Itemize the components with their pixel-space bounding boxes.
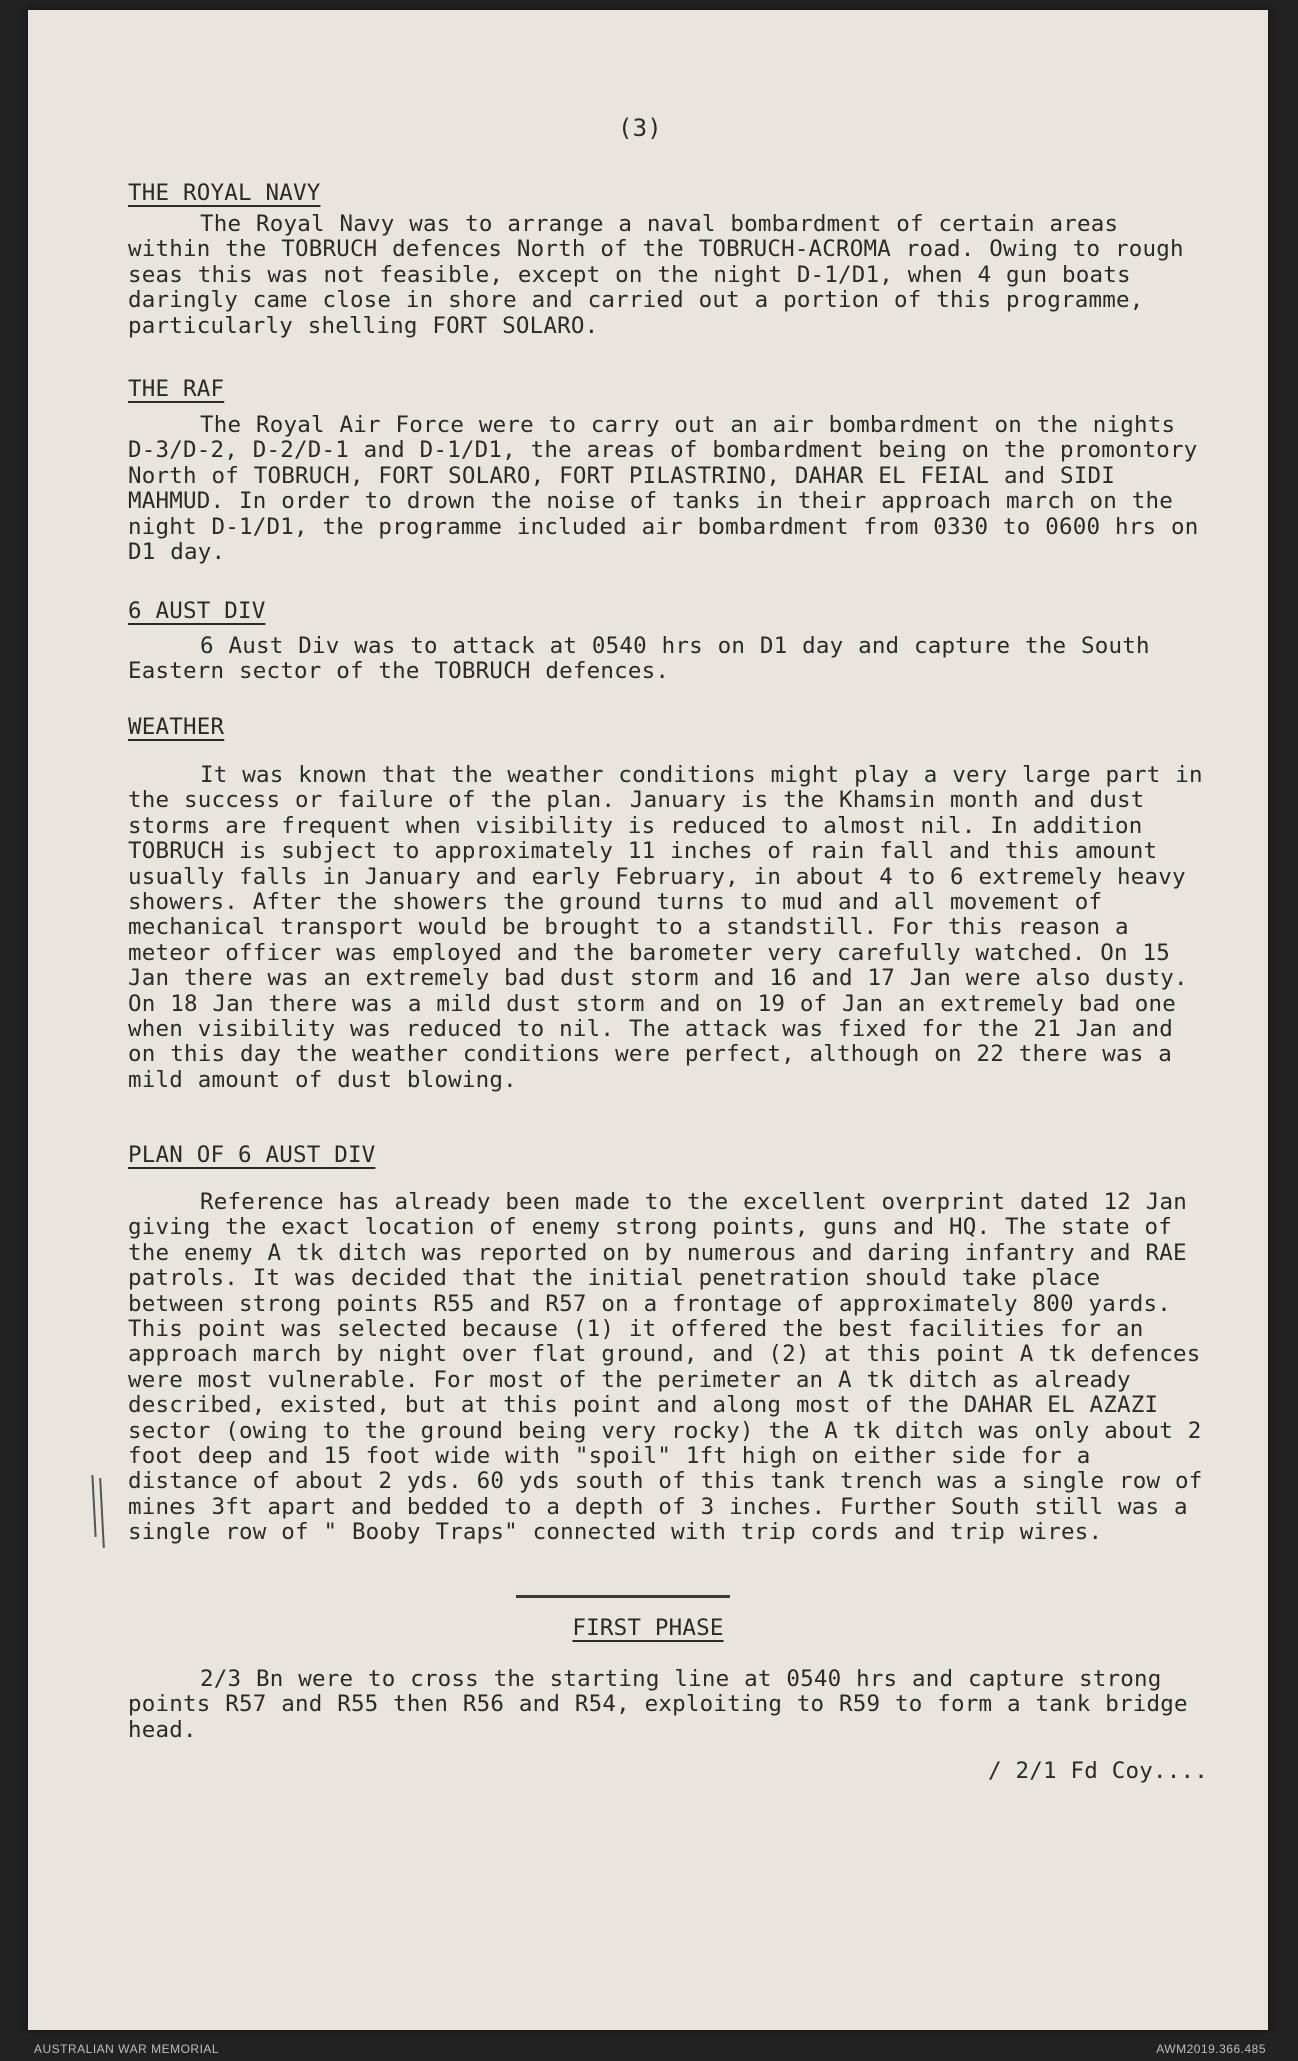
heading-weather: WEATHER: [128, 714, 225, 740]
heading-first-phase: FIRST PHASE: [572, 1615, 724, 1641]
paragraph-weather: It was known that the weather conditions might play a very large part in the success or failure of the plan. January is the Khamsin month and dust storms are frequent when visibility is reduced to almost nil. In addition TOBRUCH is subject to approximately 11 inches of rain fall and this amount usually falls in January and early February, in about 4 to 6 extremely heavy showers. After the showers the ground turns to mud and all movement of mechanical transport would be brought to a standstill. For this reason a meteor officer was employed and the barometer very carefully watched. On 15 Jan there was an extremely bad dust storm and 16 and 17 Jan were also dusty. On 18 Jan there was a mild dust storm and on 19 of Jan an extremely bad one when visibility was reduced to nil. The attack was fixed for the 21 Jan and on this day the weather conditions were perfect, although on 22 there was a mild amount of dust blowing.: [128, 762, 1203, 1093]
paragraph-6-aust-div: 6 Aust Div was to attack at 0540 hrs on D1 day and capture the South Eastern sector of the TOBRUCH defences.: [128, 633, 1150, 685]
continuation-note: / 2/1 Fd Coy....: [988, 1758, 1208, 1784]
page-number: (3): [618, 114, 662, 142]
paragraph-raf: The Royal Air Force were to carry out an air bombardment on the nights D-3/D-2, D-2/D-1 and D-1/D1, the areas of bombardment being on the promontory North of TOBRUCH, FORT SOLARO, FORT PILASTRINO, DAHAR EL FEIAL and SIDI MAHMUD. In order to drown the noise of tanks in their approach march on the night D-1/D1, the programme included air bombardment from 0330 to 0600 hrs on D1 day.: [128, 412, 1199, 566]
heading-plan-6-aust-div: PLAN OF 6 AUST DIV: [128, 1142, 376, 1168]
paragraph-royal-navy: The Royal Navy was to arrange a naval bombardment of certain areas within the TOBRUCH defences North of the TOBRUCH-ACROMA road. Owing to rough seas this was not feasible, except on the night D-1/D1, when 4 gun boats daringly came close in shore and carried out a portion of this programme, particularly shelling FORT SOLARO.: [128, 211, 1184, 339]
margin-pencil-mark: [99, 1478, 105, 1548]
section-divider: [516, 1595, 730, 1598]
paragraph-plan-6-aust-div: Reference has already been made to the excellent overprint dated 12 Jan giving the exact location of enemy strong points, guns and HQ. The state of the enemy A tk ditch was reported on by numerous and daring infantry and RAE patrols. It was decided that the initial penetration should take place between strong points R55 and R57 on a frontage of approximately 800 yards. This point was selected because (1) it offered the best facilities for an approach march by night over flat ground, and (2) at this point A tk defences were most vulnerable. For most of the perimeter an A tk ditch as already described, existed, but at this point and along most of the DAHAR EL AZAZI sector (owing to the ground being very rocky) the A tk ditch was only about 2 foot deep and 15 foot wide with "spoil" 1ft high on either side for a distance of about 2 yds. 60 yds south of this tank trench was a single row of mines 3ft apart and bedded to a depth of 3 inches. Further South still was a single row of " Booby Traps" connected with trip cords and trip wires.: [128, 1189, 1203, 1546]
heading-raf: THE RAF: [128, 376, 225, 402]
margin-pencil-mark: [91, 1475, 96, 1537]
footer-credit: AUSTRALIAN WAR MEMORIAL: [34, 2042, 220, 2056]
heading-6-aust-div: 6 AUST DIV: [128, 598, 266, 624]
document-page: [28, 10, 1268, 2030]
footer-accession-number: AWM2019.366.485: [1156, 2042, 1266, 2056]
heading-royal-navy: THE ROYAL NAVY: [128, 180, 321, 206]
paragraph-first-phase: 2/3 Bn were to cross the starting line at 0540 hrs and capture strong points R57 and R55 then R56 and R54, exploiting to R59 to form a tank bridge head.: [128, 1666, 1188, 1743]
